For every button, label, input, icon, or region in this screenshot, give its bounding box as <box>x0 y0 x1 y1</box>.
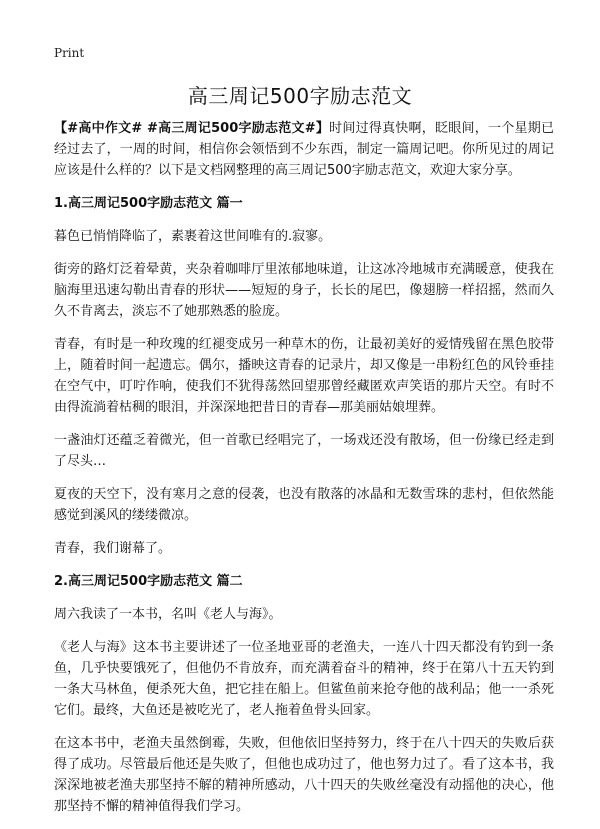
paragraph: 暮色已悄悄降临了，素裹着这世间唯有的.寂寥。 <box>54 229 332 244</box>
paragraph: 青春，我们谢幕了。 <box>54 541 172 556</box>
intro-paragraph <box>54 118 554 181</box>
document-title: 高三周记500字励志范文 <box>187 84 413 108</box>
paragraph: 在这本书中，老渔夫虽然倒霉，失败，但他依旧坚持努力，终于在八十四天的失败后获得了成功。尽管最后他还是失败了，但他也成功过了，他也努力过了。看了这本书，我深深地被老渔夫那坚持不解的精神所感动，八十四天的失败丝毫没有动摇他的决心，他那坚持不懈的精神值得我们学习。 <box>54 736 554 814</box>
paragraph: 夏夜的天空下，没有寒月之意的侵袭，也没有散落的冰晶和无数雪珠的悲村，但依然能感觉到溪风的缕缕微凉。 <box>54 487 554 523</box>
paragraph: 周六我读了一本书，名叫《老人与海》。 <box>54 607 282 622</box>
document-body <box>54 118 554 829</box>
paragraph: 一盏油灯还蕴乏着微光，但一首歌已经唱完了，一场戏还没有散场，但一份缘已经走到了尽头… <box>54 433 554 469</box>
paragraph: 《老人与海》这本书主要讲述了一位圣地亚哥的老渔夫，一连八十四天都没有钓到一条鱼，几乎快要饿死了，但他仍不肯放弃，而充满着奋斗的精神，终于在第八十五天钓到一条大马林鱼，便杀死大鱼，把它挂在船上。但鲨鱼前来抢夺他的战利品；他一一杀死它们。最终，大鱼还是被吃光了，老人拖着鱼骨头回家。 <box>54 640 554 718</box>
paragraph: 街旁的路灯泛着晕黄，夹杂着咖啡厅里浓郁地味道，让这冰冷地城市充满暖意，使我在脑海里迅速勾勒出青春的形状——短短的身子，长长的尾巴，像翅膀一样招摇，然而久久不肯离去，淡忘不了她那熟悉的脸庞。 <box>54 262 554 319</box>
intro-text: 时间过得真快啊，眨眼间，一个星期已经过去了，一周的时间，相信你会领悟到不少东西，制定一篇周记吧。你所见过的周记应该是什么样的？以下是文档网整理的高三周记500字励志范文，欢迎大家分享。 <box>54 121 554 178</box>
section-heading-1: 1.高三周记500字励志范文 篇一 <box>54 196 243 211</box>
paragraph: 青春，有时是一种玫瑰的红褪变成另一种草木的伤，让最初美好的爱情残留在黑色胶带上，随着时间一起遗忘。偶尔，播映这青春的记录片，却又像是一串粉红色的风铃垂挂在空气中，叮咛作响，使我们不犹得荡然回望那曾经藏匿欢声笑语的那片天空。有时不由得流淌着枯稠的眼泪，并深深地把昔日的青春—那美丽姑娘埋葬。 <box>54 337 554 415</box>
section-heading-2: 2.高三周记500字励志范文 篇二 <box>54 574 243 589</box>
intro-tags: 【#高中作文# #高三周记500字励志范文#】 <box>54 121 330 136</box>
print-label: Print <box>54 46 85 60</box>
